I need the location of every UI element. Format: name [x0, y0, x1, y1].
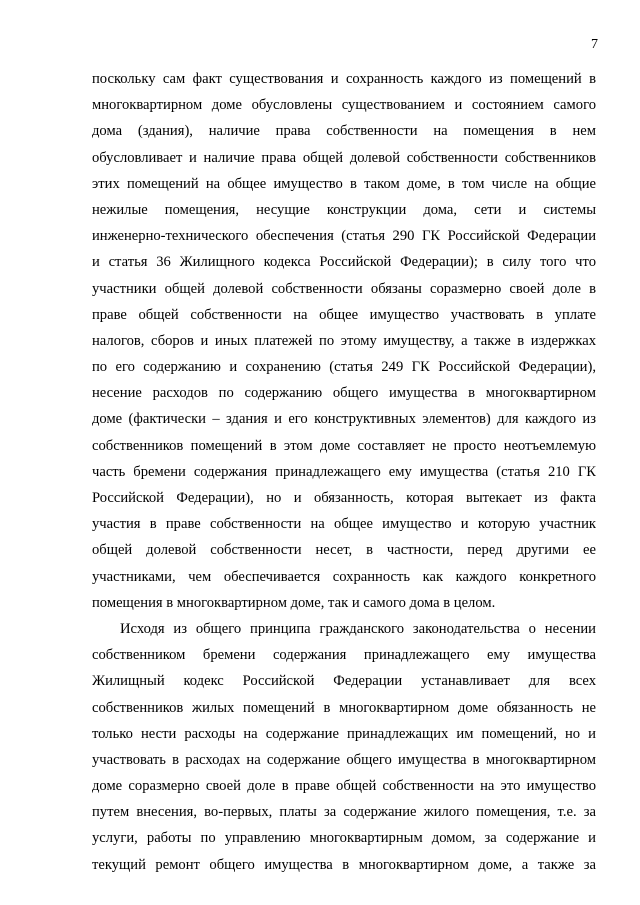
text-line: путем внесения, во-первых, платы за содержание жилого помещения, т.е. за [92, 804, 596, 821]
text-line: услуги, работы по управлению многоквартирным домом, за содержание и [92, 830, 596, 847]
text-line: дома (здания), наличие права собственности на помещения в нем [92, 123, 596, 140]
text-line: доме соразмерно своей доле в праве общей собственности на это имущество [92, 778, 596, 795]
text-line: многоквартирном доме обусловлены существованием и состоянием самого [92, 97, 596, 114]
text-line: участвовать в расходах на содержание общего имущества в многоквартирном [92, 751, 596, 768]
text-line: инженерно-технического обеспечения (статья 290 ГК Российской Федерации [92, 228, 596, 245]
page-number: 7 [591, 37, 598, 52]
text-line: поскольку сам факт существования и сохранность каждого из помещений в [92, 71, 596, 87]
text-line: общей долевой собственности несет, в частности, перед другими ее [92, 542, 596, 559]
text-line: доме (фактически – здания и его конструктивных элементов) для каждого из [92, 411, 596, 428]
text-line: обусловливает и наличие права общей долевой собственности собственников [92, 149, 596, 166]
text-line: текущий ремонт общего имущества в многоквартирном доме, а также за [92, 856, 596, 873]
text-line: налогов, сборов и иных платежей по этому имуществу, а также в издержках [92, 332, 596, 349]
document-body [92, 66, 596, 878]
text-line: участниками, чем обеспечивается сохранность как каждого конкретного [92, 568, 596, 585]
text-line: часть бремени содержания принадлежащего ему имущества (статья 210 ГК [92, 463, 596, 480]
text-line: нежилые помещения, несущие конструкции дома, сети и системы [92, 201, 596, 218]
text-line: праве общей собственности на общее имущество участвовать в уплате [92, 306, 596, 323]
text-line: Исходя из общего принципа гражданского законодательства о несении [120, 620, 596, 637]
text-line: Жилищный кодекс Российской Федерации устанавливает для всех [92, 673, 596, 690]
text-line: Российской Федерации), но и обязанность, которая вытекает из факта [92, 490, 596, 506]
text-line: собственников жилых помещений в многоквартирном доме обязанность не [92, 699, 596, 716]
text-line: участия в праве собственности на общее имущество и которую участник [92, 516, 596, 533]
text-line: по его содержанию и сохранению (статья 249 ГК Российской Федерации), [92, 359, 596, 376]
text-line: только нести расходы на содержание принадлежащих им помещений, но и [92, 725, 596, 742]
text-line: и статья 36 Жилищного кодекса Российской Федерации); в силу того что [92, 254, 596, 271]
text-line: помещения в многоквартирном доме, так и самого дома в целом. [92, 594, 496, 611]
text-line: участники общей долевой собственности обязаны соразмерно своей доле в [92, 280, 596, 297]
text-line: собственников помещений в этом доме составляет не просто неотъемлемую [92, 437, 596, 454]
text-line: собственником бремени содержания принадлежащего ему имущества [92, 647, 596, 664]
text-line: этих помещений на общее имущество в таком доме, в том числе на общие [92, 175, 596, 192]
text-line: несение расходов по содержанию общего имущества в многоквартирном [92, 385, 596, 402]
